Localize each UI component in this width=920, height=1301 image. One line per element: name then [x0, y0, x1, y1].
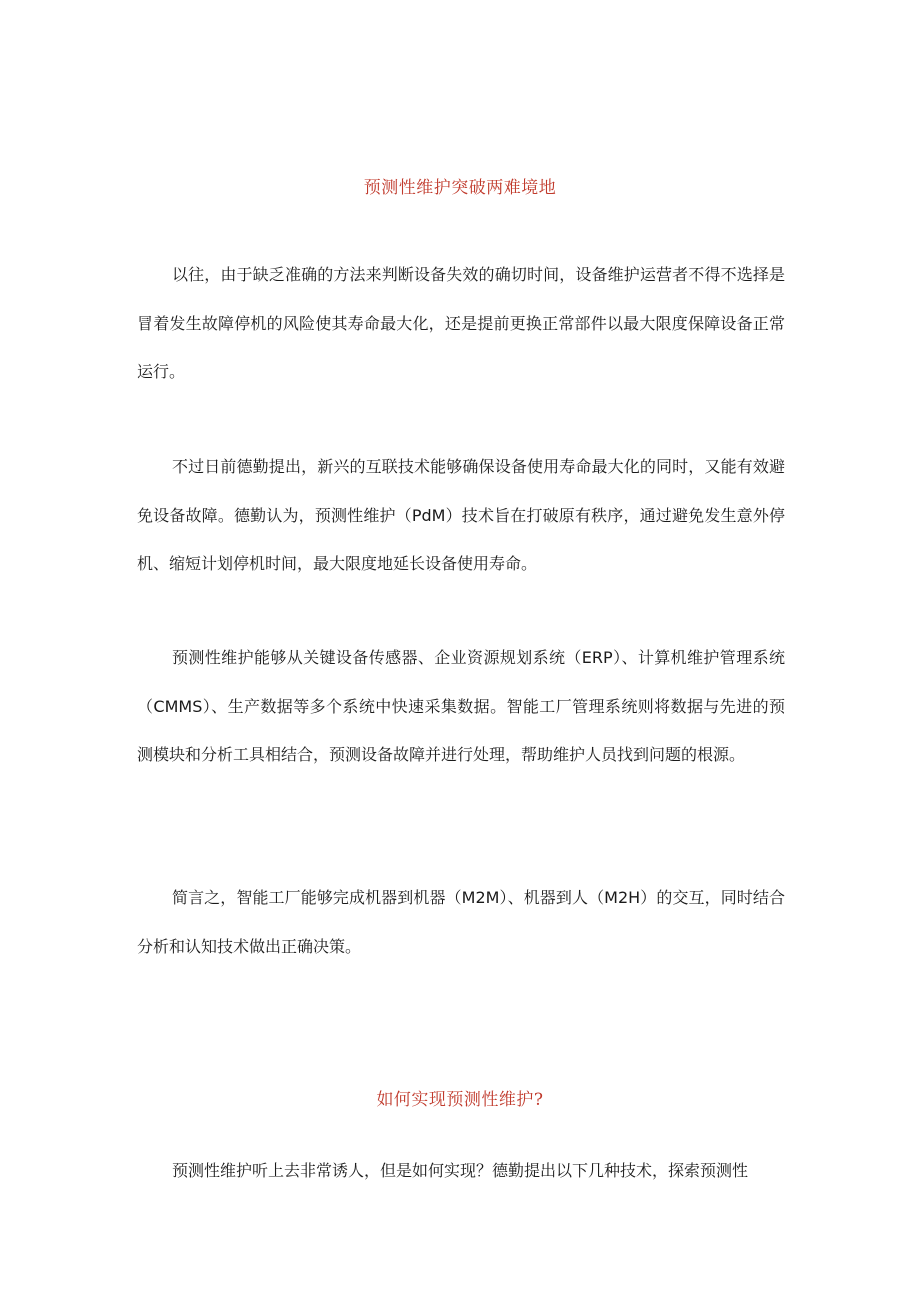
paragraph-4: 简言之，智能工厂能够完成机器到机器（M2M）、机器到人（M2H）的交互，同时结合分析和认知技术做出正确决策。 [137, 888, 785, 956]
paragraph-1: 以往，由于缺乏准确的方法来判断设备失效的确切时间，设备维护运营者不得不选择是冒着发生故障停机的风险使其寿命最大化，还是提前更换正常部件以最大限度保障设备正常运行。 [137, 265, 785, 381]
paragraph-2: 不过日前德勤提出，新兴的互联技术能够确保设备使用寿命最大化的同时，又能有效避免设备故障。德勤认为，预测性维护（PdM）技术旨在打破原有秩序，通过避免发生意外停机、缩短计划停机时间，最大限度地延长设备使用寿命。 [137, 457, 785, 573]
paragraph-3: 预测性维护能够从关键设备传感器、企业资源规划系统（ERP）、计算机维护管理系统（CMMS）、生产数据等多个系统中快速采集数据。智能工厂管理系统则将数据与先进的预测模块和分析工具相结合，预测设备故障并进行处理，帮助维护人员找到问题的根源。 [137, 648, 785, 764]
section-subtitle: 如何实现预测性维护? [376, 1090, 544, 1110]
paragraph-5: 预测性维护听上去非常诱人，但是如何实现？德勤提出以下几种技术，探索预测性 [172, 1161, 749, 1180]
section-title: 预测性维护突破两难境地 [363, 178, 557, 198]
